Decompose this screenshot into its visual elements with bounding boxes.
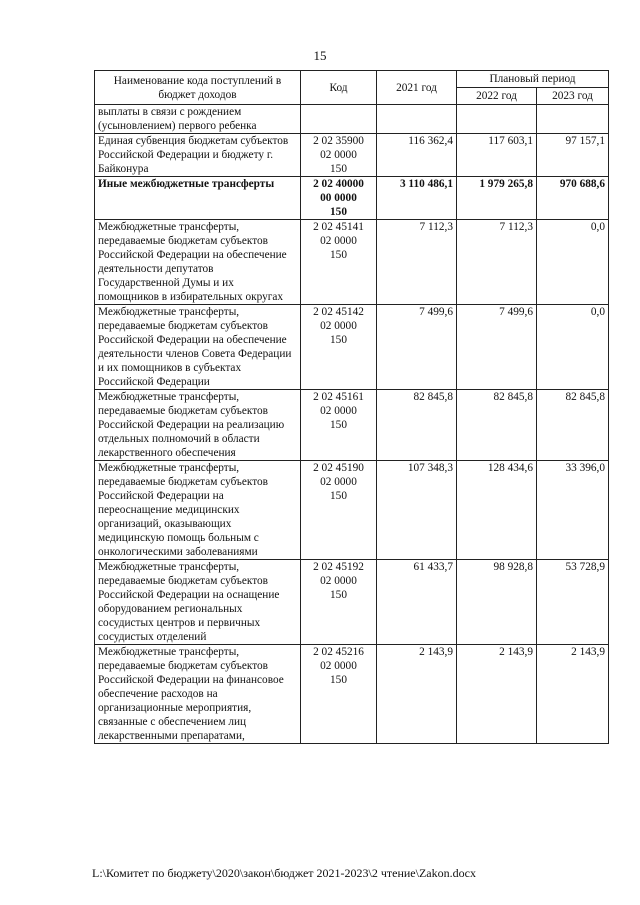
header-2022: 2022 год xyxy=(457,88,537,105)
row-2022-cell: 2 143,9 xyxy=(457,645,537,744)
row-name-cell: Межбюджетные трансферты, передаваемые бюджетам субъектов Российской Федерации на обеспечение деятельности депутатов Государственной Думы и их помощников в избирательных округах xyxy=(95,220,301,305)
row-2023-cell: 53 728,9 xyxy=(537,560,609,645)
row-code-cell: 2 02 45141 02 0000 150 xyxy=(301,220,377,305)
row-2023-cell xyxy=(537,105,609,134)
header-name: Наименование кода поступлений в бюджет доходов xyxy=(95,71,301,105)
header-2023: 2023 год xyxy=(537,88,609,105)
row-code-cell: 2 02 45190 02 0000 150 xyxy=(301,461,377,560)
row-2021-cell: 116 362,4 xyxy=(377,134,457,177)
table-row xyxy=(95,177,609,220)
table-row xyxy=(95,305,609,390)
row-2022-cell: 7 112,3 xyxy=(457,220,537,305)
row-2022-cell xyxy=(457,105,537,134)
row-name-cell: Единая субвенция бюджетам субъектов Российской Федерации и бюджету г. Байконура xyxy=(95,134,301,177)
row-name-cell: Иные межбюджетные трансферты xyxy=(95,177,301,220)
row-name-cell: Межбюджетные трансферты, передаваемые бюджетам субъектов Российской Федерации на оснащение оборудованием региональных сосудистых центров и первичных сосудистых отделений xyxy=(95,560,301,645)
row-2021-cell: 3 110 486,1 xyxy=(377,177,457,220)
row-code-cell: 2 02 45142 02 0000 150 xyxy=(301,305,377,390)
row-code-cell: 2 02 45161 02 0000 150 xyxy=(301,390,377,461)
table-row xyxy=(95,390,609,461)
row-2023-cell: 2 143,9 xyxy=(537,645,609,744)
row-name-cell: выплаты в связи с рождением (усыновлением) первого ребенка xyxy=(95,105,301,134)
table-row xyxy=(95,560,609,645)
footer-file-path: L:\Комитет по бюджету\2020\закон\бюджет 2021-2023\2 чтение\Zakon.docx xyxy=(92,866,476,880)
row-2021-cell: 2 143,9 xyxy=(377,645,457,744)
row-2022-cell: 82 845,8 xyxy=(457,390,537,461)
row-2023-cell: 0,0 xyxy=(537,220,609,305)
row-2022-cell: 98 928,8 xyxy=(457,560,537,645)
row-code-cell: 2 02 40000 00 0000 150 xyxy=(301,177,377,220)
budget-revenue-table xyxy=(94,70,609,744)
row-2021-cell: 7 499,6 xyxy=(377,305,457,390)
row-2023-cell: 0,0 xyxy=(537,305,609,390)
row-2021-cell: 107 348,3 xyxy=(377,461,457,560)
row-2022-cell: 128 434,6 xyxy=(457,461,537,560)
row-2021-cell xyxy=(377,105,457,134)
row-name-cell: Межбюджетные трансферты, передаваемые бюджетам субъектов Российской Федерации на финансовое обеспечение расходов на организационные мероприятия, связанные с обеспечением лиц лекарственными препаратами, xyxy=(95,645,301,744)
row-2022-cell: 1 979 265,8 xyxy=(457,177,537,220)
row-2023-cell: 82 845,8 xyxy=(537,390,609,461)
row-2022-cell: 117 603,1 xyxy=(457,134,537,177)
table-row xyxy=(95,134,609,177)
table-row xyxy=(95,645,609,744)
table-row xyxy=(95,461,609,560)
row-code-cell: 2 02 45192 02 0000 150 xyxy=(301,560,377,645)
row-name-cell: Межбюджетные трансферты, передаваемые бюджетам субъектов Российской Федерации на реализацию отдельных полномочий в области лекарственного обеспечения xyxy=(95,390,301,461)
table-row xyxy=(95,105,609,134)
row-2023-cell: 97 157,1 xyxy=(537,134,609,177)
row-2023-cell: 33 396,0 xyxy=(537,461,609,560)
row-name-cell: Межбюджетные трансферты, передаваемые бюджетам субъектов Российской Федерации на переоснащение медицинских организаций, оказывающих медицинскую помощь больным с онкологическими заболеваниями xyxy=(95,461,301,560)
header-planned-period: Плановый период xyxy=(457,71,609,88)
page-number: 15 xyxy=(313,48,327,63)
row-code-cell xyxy=(301,105,377,134)
header-2021: 2021 год xyxy=(377,71,457,105)
row-2021-cell: 82 845,8 xyxy=(377,390,457,461)
row-2022-cell: 7 499,6 xyxy=(457,305,537,390)
table-body xyxy=(95,105,609,744)
row-name-cell: Межбюджетные трансферты, передаваемые бюджетам субъектов Российской Федерации на обеспечение деятельности членов Совета Федерации и их помощников в субъектах Российской Федерации xyxy=(95,305,301,390)
row-2021-cell: 7 112,3 xyxy=(377,220,457,305)
table-row xyxy=(95,220,609,305)
row-code-cell: 2 02 45216 02 0000 150 xyxy=(301,645,377,744)
row-code-cell: 2 02 35900 02 0000 150 xyxy=(301,134,377,177)
row-2021-cell: 61 433,7 xyxy=(377,560,457,645)
header-code: Код xyxy=(301,71,377,105)
row-2023-cell: 970 688,6 xyxy=(537,177,609,220)
